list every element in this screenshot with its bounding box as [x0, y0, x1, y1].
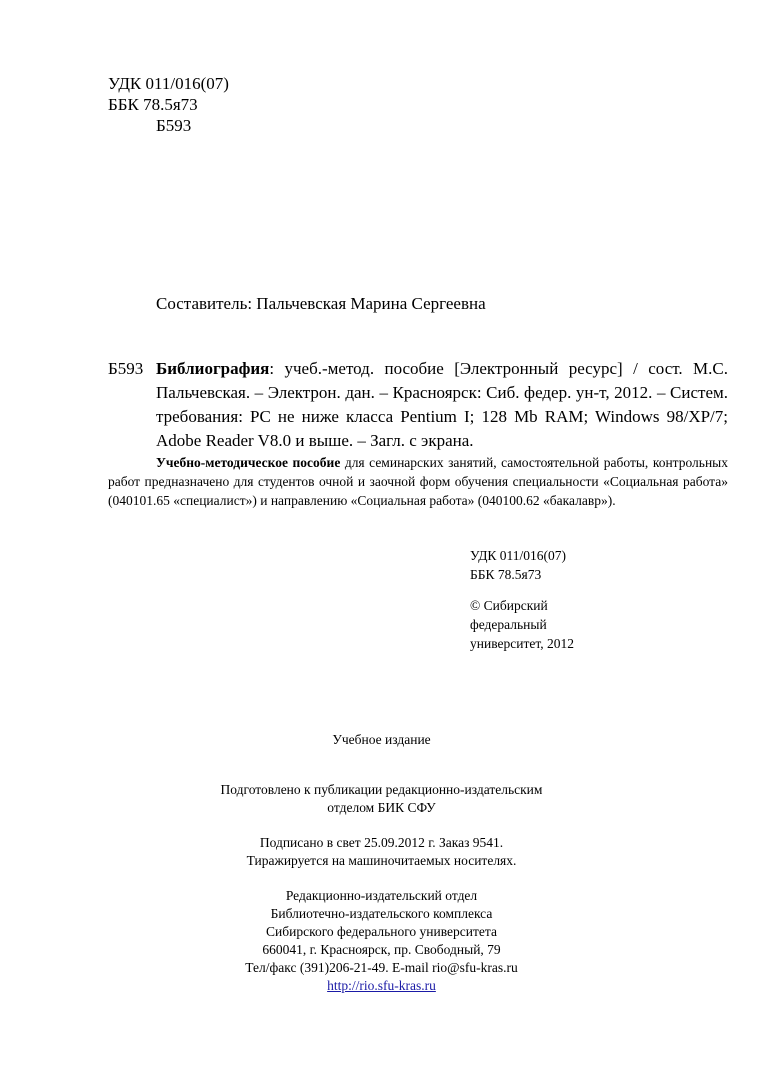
udk-code-right: УДК 011/016(07) [470, 548, 567, 563]
publisher-address: 660041, г. Красноярск, пр. Свободный, 79 [262, 942, 501, 957]
publisher-line-3: Сибирского федерального университета [266, 924, 497, 939]
annotation-text: для семинарских занятий, самостоятельной работы, контрольных работ предназначено для студентов очной и заочной форм обучения специальности «Социальная работа» (040101.65 «специалист») и направлению «Социальная работа» (040100.62 «бакалавр»). [108, 455, 728, 508]
publisher-contacts: Тел/факс (391)206-21-49. E-mail rio@sfu-kras.ru [245, 960, 518, 975]
prepared-note [0, 781, 763, 817]
compiler-line: Составитель: Пальчевская Марина Сергеевна [156, 294, 486, 313]
annotation-lead: Учебно-методическое пособие [156, 455, 341, 470]
bibliographic-title: Библиография [156, 359, 270, 378]
signed-line-1: Подписано в свет 25.09.2012 г. Заказ 9541. [259, 835, 504, 850]
publisher-line-1: Редакционно-издательский отдел [285, 888, 478, 903]
bbk-code: ББК 78.5я73 [108, 95, 198, 114]
udk-code: УДК 011/016(07) [108, 74, 229, 93]
publisher-website-link[interactable]: http://rio.sfu-kras.ru [327, 978, 436, 993]
annotation-paragraph [108, 453, 728, 510]
bibliographic-code: Б593 [108, 359, 144, 378]
publisher-line-2: Библиотечно-издательского комплекса [270, 906, 493, 921]
copyright-line-3: университет, 2012 [470, 636, 574, 651]
author-mark: Б593 [156, 116, 192, 135]
bibliographic-description: : учеб.-метод. пособие [Электронный ресурс] / сост. М.С. Пальчевская. – Электрон. дан. – Красноярск: Сиб. федер. ун-т, 2012. – Систем. требования: PC не ниже класса Pentium I; 128 Mb RAM; Windows 98/XP/7; Adobe Reader V8.0 и выше. – Загл. с экрана. [156, 359, 728, 450]
bbk-code-right: ББК 78.5я73 [470, 567, 542, 582]
copyright-block [470, 596, 574, 653]
bibliographic-record [156, 357, 728, 453]
signed-line-2: Тиражируется на машиночитаемых носителях. [246, 853, 517, 868]
prepared-line-2: отделом БИК СФУ [327, 800, 436, 815]
prepared-line-1: Подготовлено к публикации редакционно-издательским [220, 782, 543, 797]
copyright-line-2: федеральный [470, 617, 547, 632]
classification-block-right [470, 546, 566, 584]
signed-note [0, 834, 763, 870]
copyright-line-1: © Сибирский [470, 598, 548, 613]
publisher-block [0, 887, 763, 995]
edition-type: Учебное издание [332, 732, 431, 747]
classification-block-top [108, 73, 229, 136]
